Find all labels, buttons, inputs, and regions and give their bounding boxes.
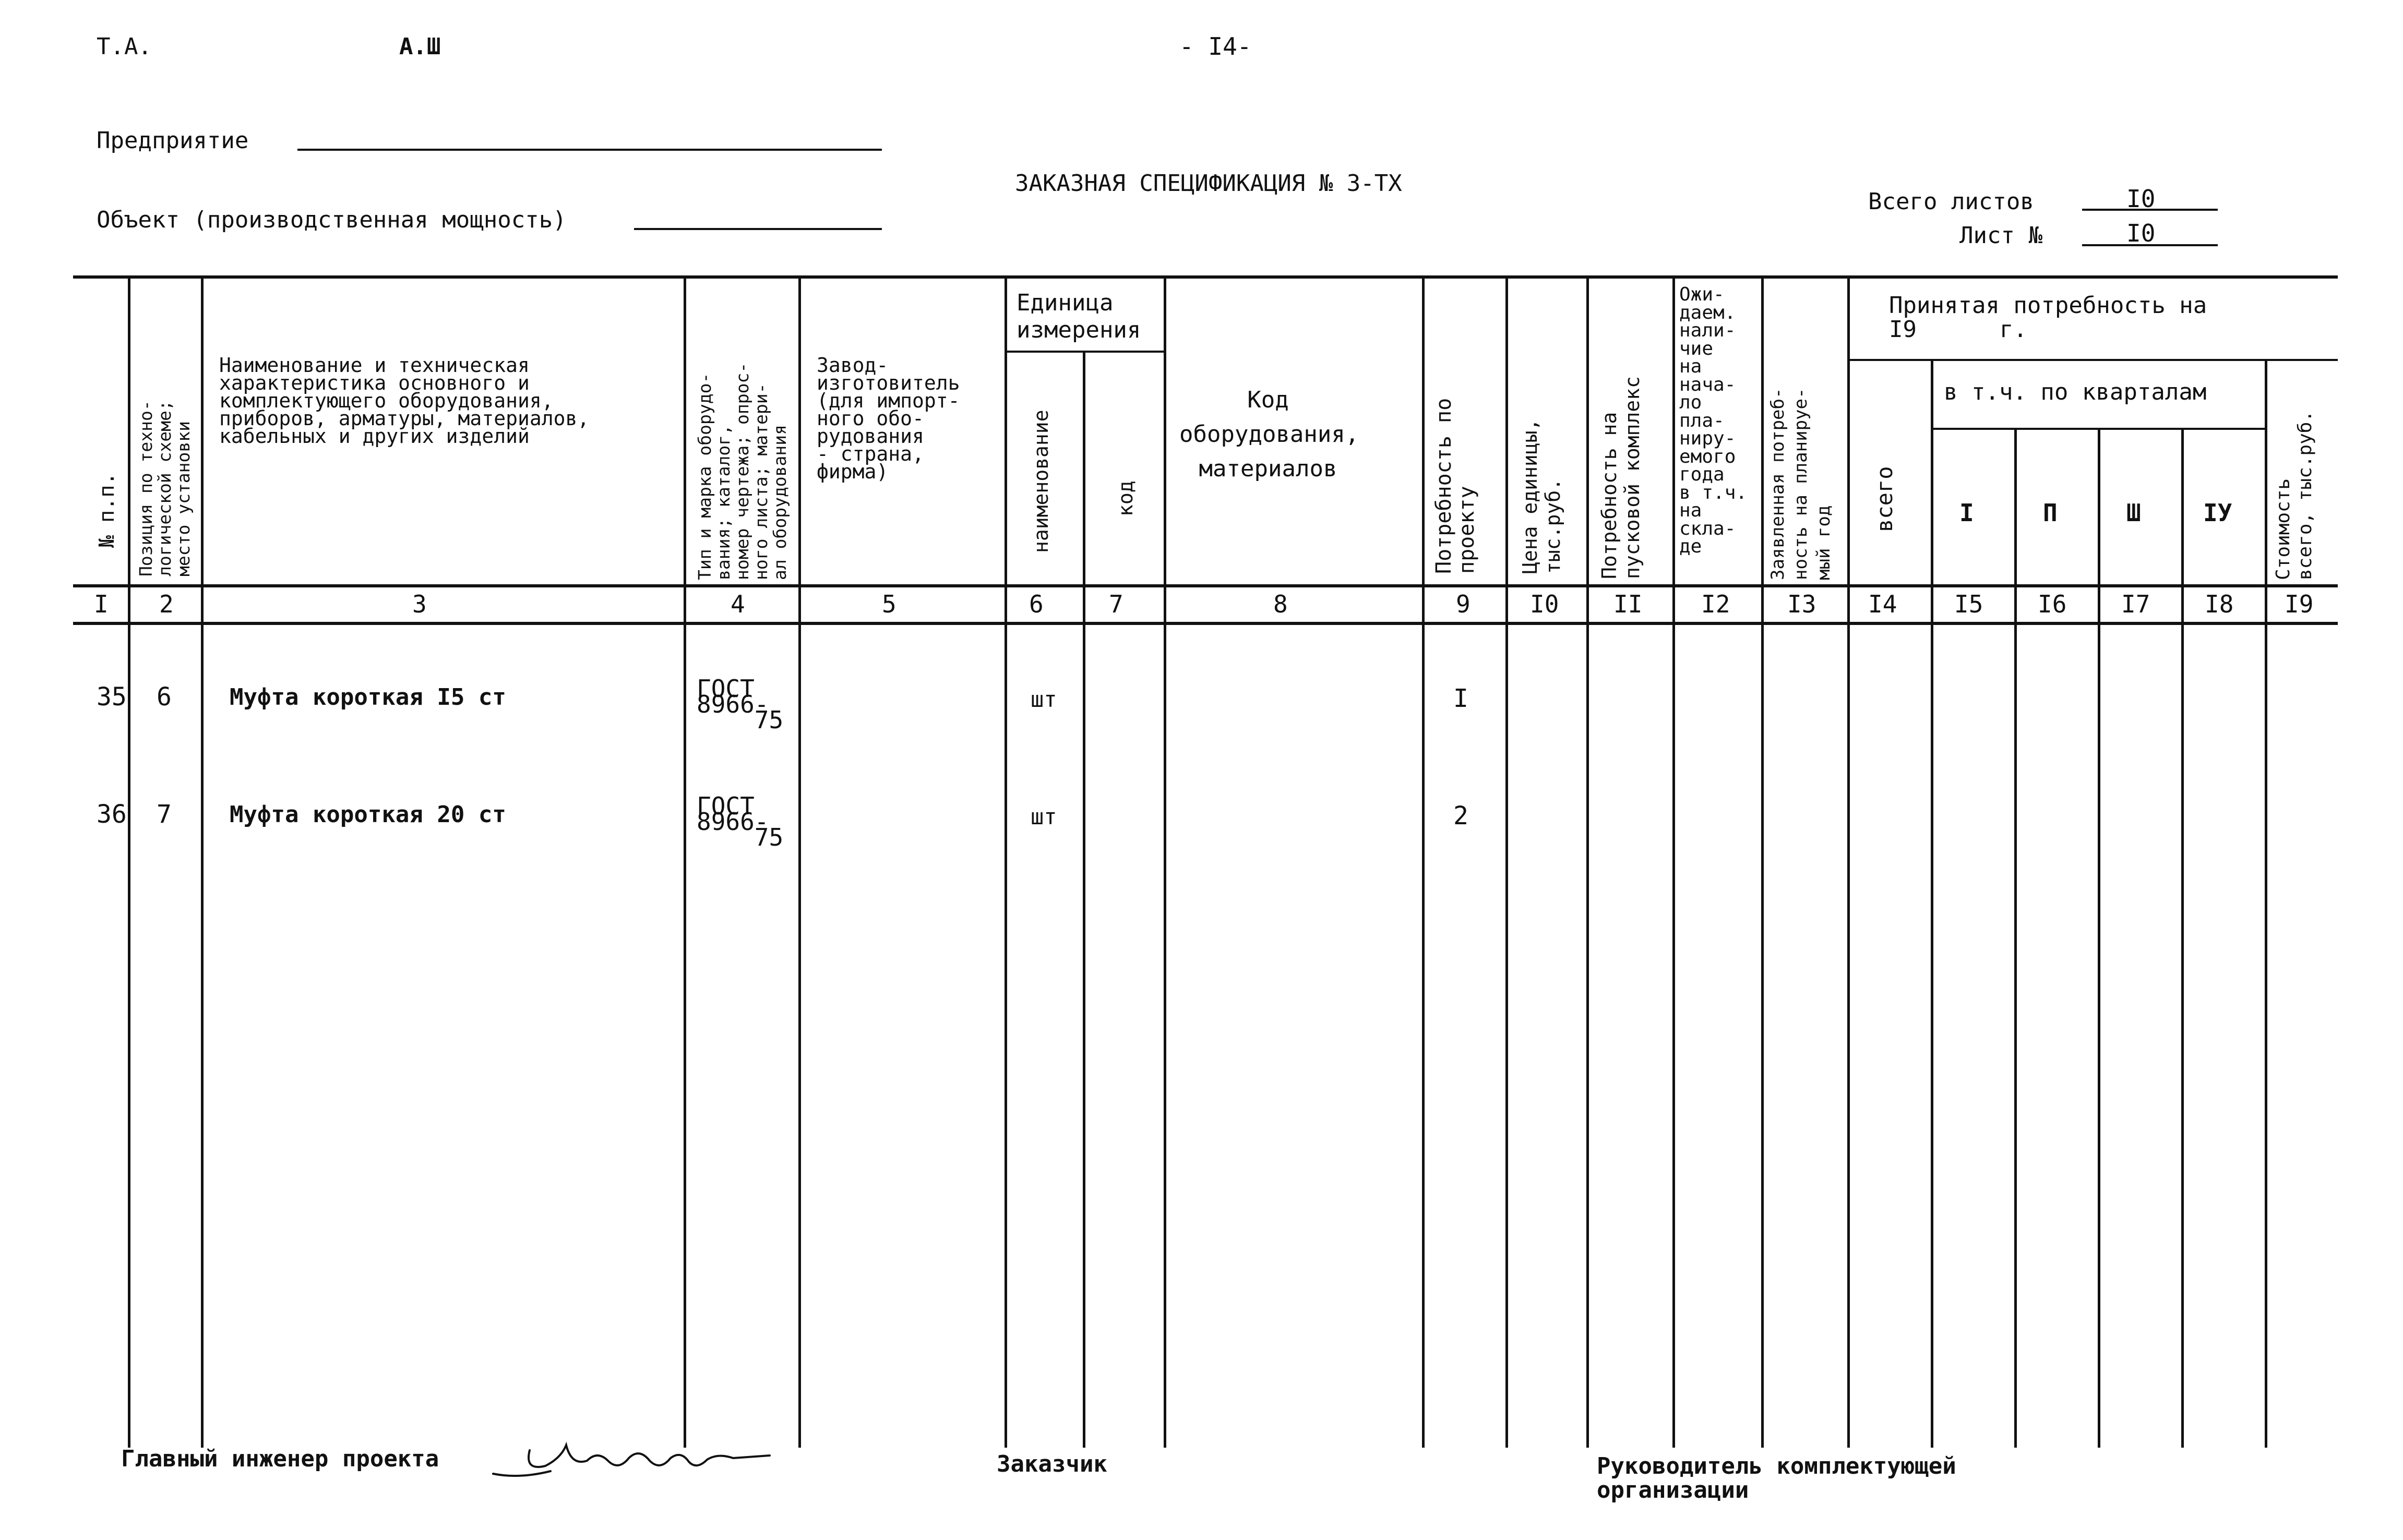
col-rule-6 [1083, 351, 1085, 1448]
col-rule-2 [201, 276, 204, 1448]
object-fill-line [634, 228, 882, 230]
col-rule-14 [1931, 359, 1933, 1448]
column-number-11: II [1613, 590, 1643, 618]
quarters-group-header: в т.ч. по кварталам [1944, 379, 2207, 405]
col-rule-17 [2181, 428, 2184, 1448]
column-number-17: I7 [2121, 590, 2150, 618]
col-rule-12 [1761, 276, 1764, 1448]
row-position: 7 [157, 800, 172, 829]
col-header-1: № п.п. [95, 472, 119, 548]
col-rule-1 [128, 276, 130, 1448]
column-number-3: 3 [412, 590, 427, 618]
column-number-8: 8 [1273, 590, 1288, 618]
row-item-name: Муфта короткая I5 ст [230, 684, 506, 711]
col-rule-13 [1847, 276, 1850, 1448]
page-number: - I4- [1179, 32, 1252, 61]
col-header-14: всего [1872, 466, 1897, 532]
customer-label: Заказчик [997, 1451, 1107, 1477]
row-position: 6 [157, 682, 172, 712]
column-number-1: I [94, 590, 109, 618]
row-item-type: ГОСТ 8966- 75 [697, 792, 784, 851]
chief-engineer-label: Главный инженер проекта [121, 1446, 439, 1472]
accepted-group-header: Принятая потребность на I9 г. [1889, 292, 2207, 343]
row-item-type: ГОСТ 8966- 75 [697, 675, 784, 734]
col-rule-8 [1422, 276, 1425, 1448]
total-sheets-label: Всего листов [1868, 188, 2034, 215]
corner-mid-mark: А.Ш [399, 33, 441, 60]
column-number-12: I2 [1701, 590, 1730, 618]
column-number-2: 2 [159, 590, 174, 618]
col-rule-15 [2014, 428, 2017, 1448]
supplier-head-label: Руководитель комплектующей организации [1597, 1453, 1956, 1503]
col-rule-7 [1164, 276, 1166, 1448]
col-rule-16 [2098, 428, 2100, 1448]
col-header-18: IУ [2203, 499, 2232, 527]
col-header-19: Стоимость всего, тыс.руб. [2273, 410, 2316, 580]
col-header-13: Заявленная потреб- ность на планируе- мый год [1767, 388, 1834, 580]
col-rule-18 [2265, 359, 2267, 1448]
col-header-10: Цена единицы, тыс.руб. [1519, 418, 1564, 574]
row-quantity: I [1453, 684, 1468, 713]
sheet-underline [2082, 244, 2218, 246]
col-header-12: Ожи- даем. нали- чие на нача- ло пла- ниру- емого года в т.ч. на скла- де [1679, 284, 1748, 557]
table-top-rule [73, 275, 2338, 279]
col-header-5: Завод- изготовитель (для импорт- ного обо- рудования - страна, фирма) [817, 354, 960, 483]
accepted-group-rule [1847, 359, 2338, 361]
object-label: Объект (производственная мощность) [97, 207, 567, 233]
column-number-14: I4 [1868, 590, 1897, 618]
col-header-6: наименование [1030, 410, 1053, 553]
header-bottom-rule [73, 584, 2338, 587]
column-number-16: I6 [2038, 590, 2067, 618]
column-number-15: I5 [1954, 590, 1983, 618]
column-number-4: 4 [731, 590, 745, 618]
column-number-5: 5 [882, 590, 896, 618]
unit-group-header: Единица измерения [1017, 290, 1141, 343]
col-rule-9 [1505, 276, 1508, 1448]
row-unit: шт [1031, 804, 1057, 829]
corner-left-mark: Т.А. [97, 33, 152, 60]
col-rule-5 [1005, 276, 1007, 1448]
column-number-13: I3 [1787, 590, 1816, 618]
col-header-17: Ш [2126, 499, 2141, 527]
row-unit: шт [1031, 687, 1057, 712]
col-rule-10 [1586, 276, 1589, 1448]
total-sheets-underline [2082, 209, 2218, 211]
col-header-9: Потребность по проекту [1432, 398, 1479, 574]
enterprise-label: Предприятие [97, 127, 249, 154]
column-number-7: 7 [1109, 590, 1123, 618]
col-header-4: Тип и марка оборудо- вания; каталог, номер чертежа; опрос- ного листа; матери- ал оборудования [695, 362, 790, 580]
col-header-8: Код оборудования, материалов [1179, 387, 1359, 482]
row-quantity: 2 [1453, 801, 1468, 831]
col-header-16: П [2043, 499, 2058, 527]
row-item-name: Муфта короткая 20 ст [230, 801, 506, 828]
col-rule-4 [798, 276, 801, 1448]
col-header-15: I [1959, 499, 1974, 527]
total-sheets-value: I0 [2126, 185, 2156, 213]
row-number: 36 [97, 800, 127, 829]
sheet-value: I0 [2126, 219, 2156, 247]
column-number-18: I8 [2205, 590, 2234, 618]
column-number-19: I9 [2285, 590, 2314, 618]
col-rule-11 [1672, 276, 1675, 1448]
column-number-10: I0 [1530, 590, 1559, 618]
enterprise-fill-line [297, 149, 882, 151]
col-header-7: код [1114, 480, 1137, 516]
row-number: 35 [97, 682, 127, 712]
column-number-6: 6 [1029, 590, 1044, 618]
col-header-3: Наименование и техническая характеристика основного и комплектующего оборудования, приборов, арматуры, материалов, кабельных и других изделий [219, 354, 590, 448]
col-header-2: Позиция по техно- логической схеме; место установки [136, 400, 194, 576]
col-header-11: Потребность на пусковой комплекс [1598, 376, 1644, 579]
column-numbers-rule [73, 622, 2338, 625]
col-rule-3 [684, 276, 686, 1448]
signature-image [488, 1429, 780, 1492]
document-title: ЗАКАЗНАЯ СПЕЦИФИКАЦИЯ № 3-ТХ [1015, 170, 1402, 197]
column-number-9: 9 [1456, 590, 1471, 618]
sheet-label: Лист № [1959, 222, 2042, 249]
